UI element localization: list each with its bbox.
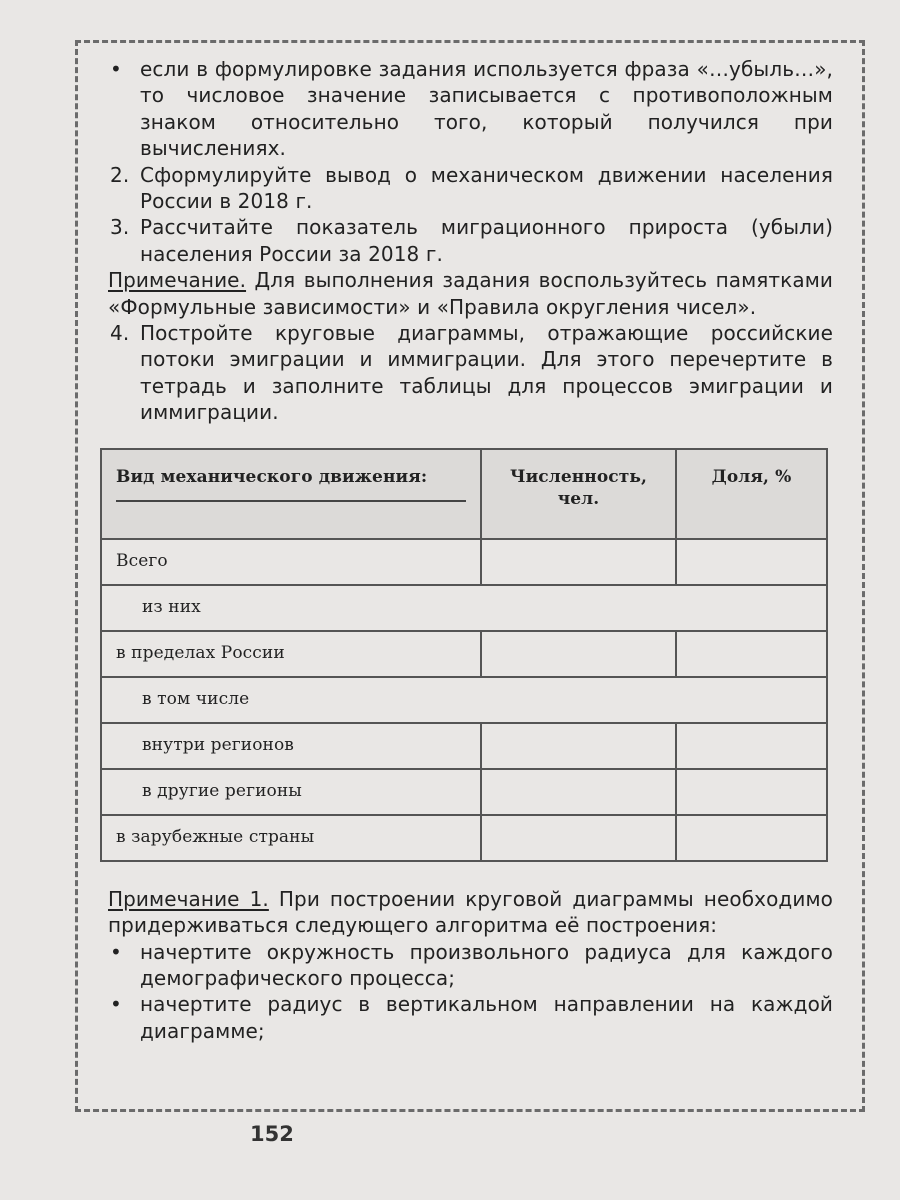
task-2 [108,162,833,215]
count-cell [481,723,676,769]
share-cell [676,815,827,861]
column-header-share: Доля, % [676,449,827,539]
note-1 [108,886,833,939]
task-text: Сформулируйте вывод о механическом движении населения России в 2018 г. [140,162,833,214]
intro-bullet [108,56,833,162]
task-number: 4. [110,321,130,346]
note-label: Примечание. [108,268,247,293]
note [108,267,833,320]
task-text: Постройте круговые диаграммы, отражающие российские потоки эмиграции и иммиграции. Для этого перечертите в тетрадь и заполните таблицы для процессов эмиграции и иммиграции. [140,321,833,425]
bullet-mark: • [110,57,122,81]
row-label: в зарубежные страны [101,815,481,861]
count-cell [481,631,676,677]
count-cell [481,769,676,815]
share-cell [676,723,827,769]
algorithm-bullet [108,991,833,1044]
task-3 [108,214,833,267]
table-row [101,585,827,631]
algorithm-bullet [108,939,833,992]
count-cell [481,539,676,585]
note-1-text: При построении круговой диаграммы необходимо придерживаться следующего алгоритма её построения: [108,886,833,938]
row-label: внутри регионов [101,723,481,769]
migration-table [100,448,828,862]
empty-merged-cell [481,677,827,723]
task-number: 2. [110,162,130,187]
row-label: в пределах России [101,631,481,677]
algorithm-bullet-text: начертите окружность произвольного радиуса для каждого демографического процесса; [140,939,833,990]
table-row [101,815,827,861]
table-header-row [101,449,827,539]
task-text: Рассчитайте показатель миграционного прироста (убыли) населения России за 2018 г. [140,215,833,266]
algorithm-bullet-text: начертите радиус в вертикальном направлении на каждой диаграмме; [140,992,833,1043]
count-cell [481,815,676,861]
empty-merged-cell [481,585,827,631]
table-row [101,723,827,769]
bullet-mark: • [110,939,122,964]
page-number: 152 [250,1122,294,1146]
note-1-label: Примечание 1. [108,886,269,911]
page-content [108,56,833,1044]
share-cell [676,539,827,585]
task-number: 3. [110,215,130,240]
task-4 [108,320,833,426]
table-row [101,539,827,585]
row-label: в другие регионы [101,769,481,815]
share-cell [676,631,827,677]
share-cell [676,769,827,815]
table-row [101,631,827,677]
note-text: Для выполнения задания воспользуйтесь памятками «Формульные зависимости» и «Правила округления чисел». [108,268,833,319]
table-row [101,677,827,723]
column-header-type: Вид механического движения: [101,449,481,539]
bullet-mark: • [110,992,122,1017]
row-label: Всего [101,539,481,585]
intro-bullet-text: если в формулировке задания используется фраза «…убыль…», то числовое значение записывается с противоположным знаком относительно того, который получился при вычислениях. [140,57,833,161]
row-label: в том числе [101,677,481,723]
table-row [101,769,827,815]
column-header-count: Численность, чел. [481,449,676,539]
row-label: из них [101,585,481,631]
